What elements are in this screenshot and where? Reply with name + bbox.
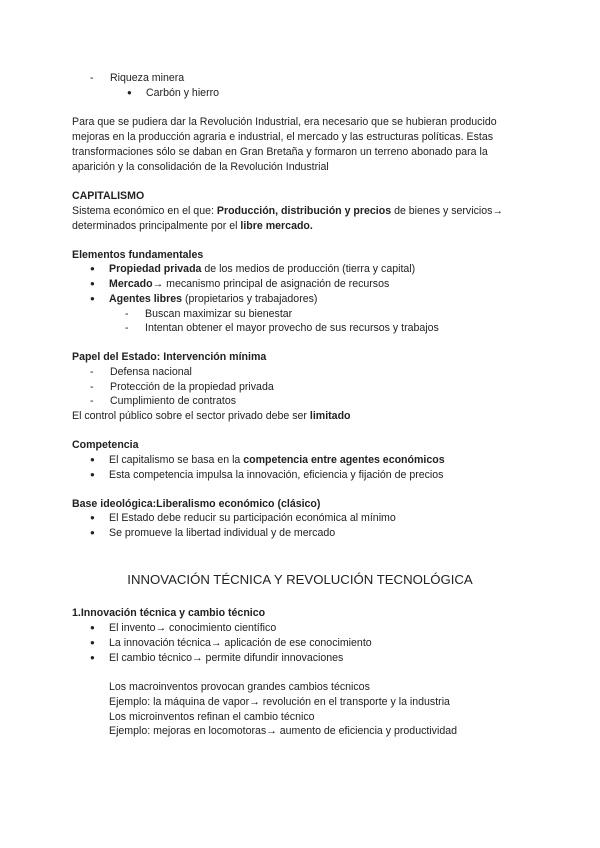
capitalismo-line-1 [72,204,503,218]
list-item-innovacion-tecnica: ● La innovación técnica→ aplicación de ese conocimiento [109,636,372,650]
capitalismo-line-2 [72,219,313,233]
intro-paragraph-line-2: mejoras en la producción agraria e industrial, el mercado y las estructuras políticas. Estas [72,131,494,143]
text: → mecanismo principal de asignación de recursos [152,278,390,290]
text: de bienes y servicios→ [391,205,503,217]
section-title: INNOVACIÓN TÉCNICA Y REVOLUCIÓN TECNOLÓGICA [127,572,473,587]
bold-text: competencia entre agentes económicos [243,454,445,466]
list-item-contratos: - Cumplimiento de contratos [110,394,236,408]
bold-text: Propiedad privada [109,263,202,275]
heading-competencia: Competencia [72,439,139,451]
bold-text: libre mercado. [240,220,313,232]
bold-text: Producción, distribución y precios [216,205,392,217]
intro-paragraph-line-1: Para que se pudiera dar la Revolución Industrial, era necesario que se hubieran producido [72,116,497,128]
bold-text: Agentes libres [109,293,183,305]
heading-base-ideologica: Base ideológica:Liberalismo económico (clásico) [72,498,321,510]
list-item-capitalismo-competencia [109,453,445,467]
list-item-cambio-tecnico: ● El cambio técnico→ permite difundir innovaciones [109,651,343,665]
list-item-estado-reducir: ● El Estado debe reducir su participación económica al mínimo [109,511,396,525]
heading-capitalismo: CAPITALISMO [72,190,145,202]
list-item-defensa: - Defensa nacional [110,365,192,379]
heading-elementos: Elementos fundamentales [72,249,204,261]
sublist-item-bienestar: - Buscan maximizar su bienestar [145,307,292,321]
bold-text: Mercado [109,278,153,290]
list-item-propiedad [109,262,415,276]
text: Sistema económico en el que: [72,205,217,217]
ejemplo-vapor-line: Ejemplo: la máquina de vapor→ revolución en el transporte y la industria [109,696,450,708]
sublist-item-provecho: - Intentan obtener el mayor provecho de sus recursos y trabajos [145,321,439,335]
ejemplo-locomotoras-line: Ejemplo: mejoras en locomotoras→ aumento de eficiencia y productividad [109,725,458,737]
list-item-proteccion: - Protección de la propiedad privada [110,380,274,394]
text: (propietarios y trabajadores) [182,293,318,305]
list-item-impulsa: ● Esta competencia impulsa la innovación, eficiencia y fijación de precios [109,468,443,482]
intro-paragraph-line-3: transformaciones sólo se daban en Gran Bretaña y formaron un terreno abonado para la [72,146,488,158]
list-item-carbon: ● Carbón y hierro [146,86,219,100]
list-item-libertad: ● Se promueve la libertad individual y de mercado [109,526,335,540]
macroinventos-line: Los macroinventos provocan grandes cambios técnicos [109,681,370,693]
text: El control público sobre el sector privado debe ser [72,410,310,422]
estado-control-line [72,409,351,423]
text: El capitalismo se basa en la [109,454,244,466]
microinventos-line: Los microinventos refinan el cambio técnico [109,711,315,723]
bold-text: limitado [309,410,351,422]
intro-paragraph-line-4: aparición y la consolidación de la Revolución Industrial [72,161,329,173]
heading-innovacion: 1.Innovación técnica y cambio técnico [72,607,266,619]
text: de los medios de producción (tierra y capital) [201,263,416,275]
heading-estado: Papel del Estado: Intervención mínima [72,351,267,363]
list-item-riqueza: - Riqueza minera [110,71,184,85]
list-item-mercado [109,277,389,291]
text: determinados principalmente por el [72,220,241,232]
list-item-agentes [109,292,317,306]
list-item-invento: ● El invento→ conocimiento científico [109,621,276,635]
